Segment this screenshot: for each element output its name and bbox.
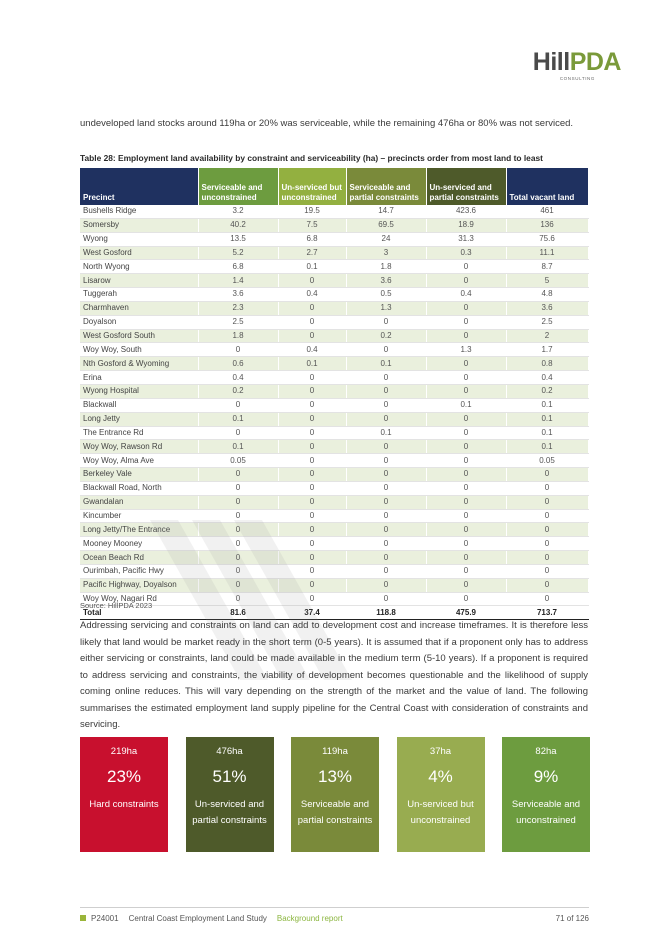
body-paragraph: Addressing servicing and constraints on land can add to development cost and increase timeframes. It is therefore less likely that land would be market ready in the short term (0-5 years). It is assumed that if a proponent only has to address either servicing or constraints, land could be made available in the medium term (5-10 years). If a proponent is required to address servicing and constraints, the viability of development becomes questionable and the likelihood of supply coming online reduces. This will vary depending on the strength of the market and the value of land. The following summarises the estimated employment land supply pipeline for the Central Coast with consideration of constraints and servicing.: [80, 620, 588, 730]
value-cell: 6.8: [198, 260, 278, 274]
value-cell: 0.1: [426, 398, 506, 412]
table-row: [80, 371, 588, 385]
precinct-cell: Wyong: [80, 232, 198, 246]
supply-card: [502, 737, 590, 852]
column-header: Total vacant land: [506, 168, 588, 205]
value-cell: 0.2: [198, 384, 278, 398]
column-header: Precinct: [80, 168, 198, 205]
card-hectares: 219ha: [110, 746, 138, 757]
value-cell: 0: [198, 343, 278, 357]
value-cell: 40.2: [198, 218, 278, 232]
value-cell: 3: [346, 246, 426, 260]
value-cell: 0: [426, 537, 506, 551]
precinct-cell: Ourimbah, Pacific Hwy: [80, 564, 198, 578]
value-cell: 0: [346, 371, 426, 385]
precinct-cell: Tuggerah: [80, 288, 198, 302]
value-cell: 0: [506, 564, 588, 578]
value-cell: 0: [426, 523, 506, 537]
value-cell: 0: [346, 578, 426, 592]
value-cell: 1.3: [426, 343, 506, 357]
card-label: Un-serviced and partial constraints: [192, 799, 267, 826]
table-row: [80, 288, 588, 302]
value-cell: 0: [278, 274, 346, 288]
value-cell: 19.5: [278, 205, 346, 218]
value-cell: 1.4: [198, 274, 278, 288]
table-row: [80, 551, 588, 565]
card-label: Serviceable and partial constraints: [297, 799, 373, 826]
table-row: [80, 537, 588, 551]
value-cell: 0: [278, 384, 346, 398]
footer-square-icon: [80, 915, 86, 921]
value-cell: 0: [346, 454, 426, 468]
value-cell: 0.1: [198, 412, 278, 426]
precinct-cell: Woy Woy, Rawson Rd: [80, 440, 198, 454]
value-cell: 0.1: [346, 426, 426, 440]
value-cell: 0.05: [506, 454, 588, 468]
value-cell: 7.5: [278, 218, 346, 232]
value-cell: 0: [506, 537, 588, 551]
value-cell: 0: [506, 495, 588, 509]
value-cell: 0: [346, 398, 426, 412]
value-cell: 0: [198, 551, 278, 565]
value-cell: 0: [278, 495, 346, 509]
column-header: Un-serviced and partial constraints: [426, 168, 506, 205]
precinct-cell: Berkeley Vale: [80, 468, 198, 482]
value-cell: 0: [426, 592, 506, 606]
value-cell: 0: [426, 329, 506, 343]
precinct-cell: Kincumber: [80, 509, 198, 523]
precinct-cell: Doyalson: [80, 315, 198, 329]
table-row: [80, 509, 588, 523]
value-cell: 0.2: [346, 329, 426, 343]
intro-paragraph: undeveloped land stocks around 119ha or 20% was serviceable, while the remaining 476ha or 80% was not serviced.: [80, 118, 574, 129]
value-cell: 0: [198, 537, 278, 551]
value-cell: 0: [426, 274, 506, 288]
value-cell: 4.8: [506, 288, 588, 302]
footer-report-type: Background report: [276, 914, 343, 923]
value-cell: 0: [506, 551, 588, 565]
card-percentage: 13%: [317, 767, 353, 786]
value-cell: 0: [198, 592, 278, 606]
value-cell: 0.1: [346, 357, 426, 371]
value-cell: 0: [426, 440, 506, 454]
card-percentage: 4%: [428, 767, 453, 786]
table-row: [80, 260, 588, 274]
supply-card: [291, 737, 379, 852]
value-cell: 118.8: [346, 606, 426, 620]
value-cell: 2.3: [198, 301, 278, 315]
value-cell: 713.7: [506, 606, 588, 620]
table-row: [80, 578, 588, 592]
value-cell: 13.5: [198, 232, 278, 246]
precinct-cell: Total: [80, 606, 198, 620]
card-label: Serviceable and unconstrained: [511, 799, 581, 826]
value-cell: 423.6: [426, 205, 506, 218]
value-cell: 0: [346, 315, 426, 329]
value-cell: 3.6: [506, 301, 588, 315]
precinct-cell: Erina: [80, 371, 198, 385]
value-cell: 1.7: [506, 343, 588, 357]
card-percentage: 23%: [106, 767, 142, 786]
column-header: Serviceable and unconstrained: [198, 168, 278, 205]
value-cell: 0.1: [506, 398, 588, 412]
value-cell: 0: [426, 495, 506, 509]
value-cell: 5: [506, 274, 588, 288]
value-cell: 0: [426, 260, 506, 274]
value-cell: 0: [198, 495, 278, 509]
value-cell: 461: [506, 205, 588, 218]
precinct-cell: Long Jetty: [80, 412, 198, 426]
value-cell: 0: [346, 592, 426, 606]
precinct-cell: Lisarow: [80, 274, 198, 288]
value-cell: 0: [278, 301, 346, 315]
value-cell: 0.4: [278, 343, 346, 357]
precinct-cell: Somersby: [80, 218, 198, 232]
value-cell: 3.6: [346, 274, 426, 288]
precinct-cell: Bushells Ridge: [80, 205, 198, 218]
precinct-cell: Woy Woy, Alma Ave: [80, 454, 198, 468]
value-cell: 6.8: [278, 232, 346, 246]
value-cell: 69.5: [346, 218, 426, 232]
footer-page-number: 71 of 126: [555, 914, 589, 923]
table-row: [80, 357, 588, 371]
card-label: Hard constraints: [89, 799, 159, 810]
value-cell: 75.6: [506, 232, 588, 246]
table-row: [80, 329, 588, 343]
footer-title: Central Coast Employment Land Study: [128, 914, 267, 923]
supply-card: [186, 737, 274, 852]
value-cell: 0: [426, 426, 506, 440]
table-row: [80, 564, 588, 578]
table-row: [80, 315, 588, 329]
value-cell: 0: [278, 454, 346, 468]
precinct-cell: Ocean Beach Rd: [80, 551, 198, 565]
table-row: [80, 592, 588, 606]
value-cell: 3.2: [198, 205, 278, 218]
value-cell: 0: [346, 384, 426, 398]
footer-divider: [80, 907, 589, 908]
card-percentage: 9%: [533, 767, 559, 786]
value-cell: 0: [278, 412, 346, 426]
value-cell: 136: [506, 218, 588, 232]
logo-pda: PDA: [569, 48, 621, 76]
value-cell: 0.3: [426, 246, 506, 260]
precinct-cell: West Gosford: [80, 246, 198, 260]
value-cell: 0.6: [198, 357, 278, 371]
value-cell: 1.3: [346, 301, 426, 315]
precinct-cell: Nth Gosford & Wyoming: [80, 357, 198, 371]
precinct-cell: Wyong Hospital: [80, 384, 198, 398]
table-row: [80, 218, 588, 232]
value-cell: 0.1: [506, 412, 588, 426]
value-cell: 0.1: [506, 426, 588, 440]
table-row: [80, 232, 588, 246]
value-cell: 0: [278, 509, 346, 523]
value-cell: 0.4: [278, 288, 346, 302]
value-cell: 2.5: [198, 315, 278, 329]
value-cell: 0: [426, 564, 506, 578]
value-cell: 11.1: [506, 246, 588, 260]
table-row: [80, 246, 588, 260]
value-cell: 0.1: [506, 440, 588, 454]
value-cell: 0: [278, 523, 346, 537]
value-cell: 8.7: [506, 260, 588, 274]
value-cell: 0.5: [346, 288, 426, 302]
precinct-cell: Blackwall Road, North: [80, 481, 198, 495]
value-cell: 0.4: [506, 371, 588, 385]
value-cell: 0: [426, 578, 506, 592]
supply-card: [397, 737, 485, 852]
value-cell: 1.8: [198, 329, 278, 343]
value-cell: 0: [506, 592, 588, 606]
table-row: [80, 440, 588, 454]
value-cell: 0: [278, 578, 346, 592]
value-cell: 0.1: [278, 260, 346, 274]
card-hectares: 37ha: [429, 746, 452, 757]
value-cell: 0: [426, 509, 506, 523]
precinct-cell: Long Jetty/The Entrance: [80, 523, 198, 537]
value-cell: 0: [346, 564, 426, 578]
value-cell: 0: [278, 551, 346, 565]
value-cell: 2.7: [278, 246, 346, 260]
precinct-cell: Pacific Highway, Doyalson: [80, 578, 198, 592]
hillpda-logo: [533, 50, 621, 81]
value-cell: 0: [198, 564, 278, 578]
table-body: [80, 205, 588, 620]
value-cell: 0.8: [506, 357, 588, 371]
value-cell: 81.6: [198, 606, 278, 620]
card-hectares: 82ha: [535, 746, 557, 757]
value-cell: 0: [506, 523, 588, 537]
value-cell: 14.7: [346, 205, 426, 218]
land-availability-table: [80, 168, 589, 620]
value-cell: 2: [506, 329, 588, 343]
card-percentage: 51%: [212, 767, 247, 786]
value-cell: 0: [426, 301, 506, 315]
table-row: [80, 412, 588, 426]
value-cell: 0: [346, 523, 426, 537]
value-cell: 0: [346, 509, 426, 523]
card-label: Un-serviced but unconstrained: [407, 799, 474, 826]
table-row: [80, 495, 588, 509]
value-cell: 0.05: [198, 454, 278, 468]
value-cell: 0: [198, 509, 278, 523]
value-cell: 0: [346, 468, 426, 482]
value-cell: 0: [426, 412, 506, 426]
value-cell: 3.6: [198, 288, 278, 302]
table-row: [80, 384, 588, 398]
precinct-cell: The Entrance Rd: [80, 426, 198, 440]
value-cell: 0: [426, 481, 506, 495]
value-cell: 0: [346, 495, 426, 509]
precinct-cell: Charmhaven: [80, 301, 198, 315]
table-row: [80, 426, 588, 440]
value-cell: 0: [506, 509, 588, 523]
value-cell: 0: [346, 412, 426, 426]
value-cell: 0: [426, 454, 506, 468]
value-cell: 2.5: [506, 315, 588, 329]
precinct-cell: West Gosford South: [80, 329, 198, 343]
precinct-cell: Gwandalan: [80, 495, 198, 509]
value-cell: 0: [426, 315, 506, 329]
value-cell: 0.1: [278, 357, 346, 371]
value-cell: 0: [426, 357, 506, 371]
value-cell: 0.2: [506, 384, 588, 398]
value-cell: 0: [426, 384, 506, 398]
value-cell: 0: [278, 564, 346, 578]
precinct-cell: Woy Woy, Nagari Rd: [80, 592, 198, 606]
value-cell: 0.4: [198, 371, 278, 385]
value-cell: 5.2: [198, 246, 278, 260]
table-row: [80, 274, 588, 288]
table-row: [80, 523, 588, 537]
value-cell: 0: [278, 398, 346, 412]
value-cell: 0.1: [198, 440, 278, 454]
table-row: [80, 398, 588, 412]
table-row: [80, 454, 588, 468]
value-cell: 0: [346, 343, 426, 357]
value-cell: 475.9: [426, 606, 506, 620]
value-cell: 0: [278, 329, 346, 343]
value-cell: 0: [198, 481, 278, 495]
table-row: [80, 205, 588, 218]
value-cell: 0: [198, 398, 278, 412]
value-cell: 0: [426, 551, 506, 565]
value-cell: 0: [198, 523, 278, 537]
column-header: Serviceable and partial constraints: [346, 168, 426, 205]
value-cell: 0: [426, 371, 506, 385]
value-cell: 0: [278, 537, 346, 551]
precinct-cell: Woy Woy, South: [80, 343, 198, 357]
table-row: [80, 468, 588, 482]
value-cell: 0: [278, 426, 346, 440]
logo-wordmark: [533, 50, 621, 75]
value-cell: 18.9: [426, 218, 506, 232]
value-cell: 0: [278, 371, 346, 385]
card-hectares: 476ha: [216, 746, 243, 757]
table-caption: Table 28: Employment land availability by constraint and serviceability (ha) – precincts order from most land to least: [80, 153, 543, 163]
table-row: [80, 301, 588, 315]
table-header-row: [80, 168, 588, 205]
value-cell: 0: [506, 468, 588, 482]
value-cell: 0: [198, 426, 278, 440]
column-header: Un-serviced but unconstrained: [278, 168, 346, 205]
footer-project-code: P24001: [91, 914, 119, 923]
logo-hill: Hill: [532, 48, 570, 76]
supply-pipeline-cards: [80, 737, 590, 852]
precinct-cell: North Wyong: [80, 260, 198, 274]
value-cell: 0: [278, 468, 346, 482]
card-hectares: 119ha: [322, 746, 348, 757]
page-footer: [80, 914, 589, 923]
value-cell: 0: [278, 440, 346, 454]
value-cell: 0: [346, 537, 426, 551]
value-cell: 0: [278, 592, 346, 606]
table-source: Source: HillPDA 2023: [80, 601, 153, 610]
precinct-cell: Mooney Mooney: [80, 537, 198, 551]
value-cell: 0: [426, 468, 506, 482]
value-cell: 0: [278, 315, 346, 329]
precinct-cell: Blackwall: [80, 398, 198, 412]
logo-subtitle: CONSULTING: [559, 76, 595, 81]
value-cell: 0: [198, 578, 278, 592]
value-cell: 0: [346, 551, 426, 565]
value-cell: 0: [278, 481, 346, 495]
value-cell: 1.8: [346, 260, 426, 274]
table-row: [80, 481, 588, 495]
value-cell: 0: [506, 481, 588, 495]
value-cell: 0: [198, 468, 278, 482]
value-cell: 0: [346, 481, 426, 495]
value-cell: 0: [506, 578, 588, 592]
supply-card: [80, 737, 168, 852]
value-cell: 0: [346, 440, 426, 454]
table-row: [80, 343, 588, 357]
value-cell: 24: [346, 232, 426, 246]
value-cell: 0.4: [426, 288, 506, 302]
value-cell: 31.3: [426, 232, 506, 246]
value-cell: 37.4: [278, 606, 346, 620]
